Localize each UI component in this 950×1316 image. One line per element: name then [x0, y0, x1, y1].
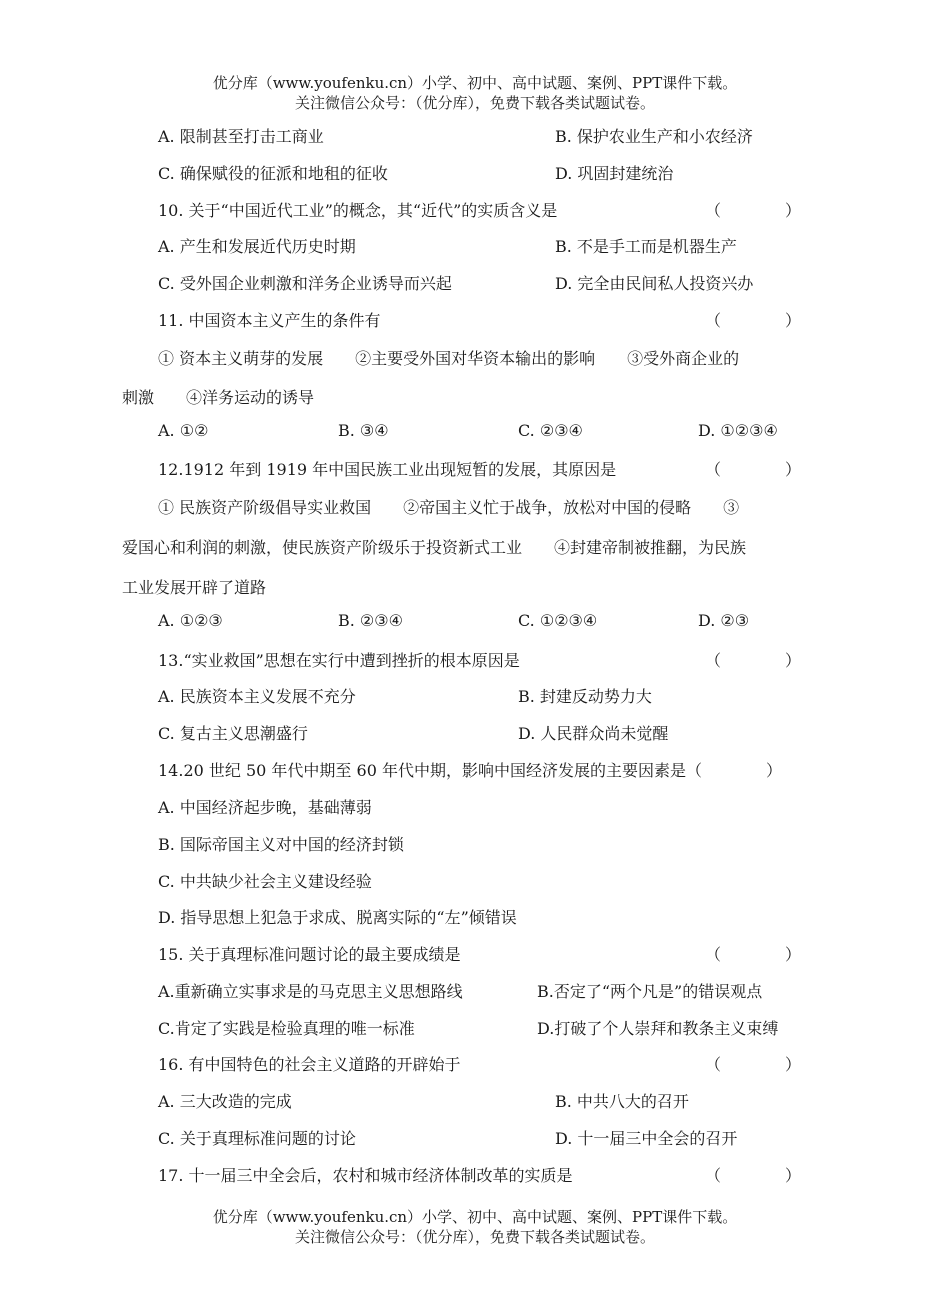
header-line-2: 关注微信公众号：（优分库），免费下载各类试题试卷。	[294, 94, 655, 112]
q15-option-d: D.打破了个人崇拜和教条主义束缚	[537, 1019, 779, 1038]
q12-option-d: D. ②③	[698, 611, 750, 630]
footer-line-1: 优分库（www.youfenku.cn）小学、初中、高中试题、案例、PPT课件下载。	[212, 1208, 738, 1226]
q11-option-b: B. ③④	[338, 421, 389, 440]
q15-option-c: C.肯定了实践是检验真理的唯一标准	[158, 1019, 415, 1038]
q13-stem: 13.“实业救国”思想在实行中遭到挫折的根本原因是	[158, 651, 520, 670]
q13-option-a: A. 民族资本主义发展不充分	[158, 687, 356, 706]
q10-option-d: D. 完全由民间私人投资兴办	[555, 274, 754, 293]
q12-stem: 12.1912 年到 1919 年中国民族工业出现短暂的发展，其原因是	[158, 460, 617, 479]
q9-option-d: D. 巩固封建统治	[555, 164, 674, 183]
q11-stem: 11. 中国资本主义产生的条件有	[158, 311, 381, 330]
q10-option-b: B. 不是手工而是机器生产	[555, 237, 737, 256]
q16-option-c: C. 关于真理标准问题的讨论	[158, 1129, 356, 1148]
q12-option-c: C. ①②③④	[518, 611, 598, 630]
q11-statements-line-2: 刺激 ④洋务运动的诱导	[122, 388, 315, 407]
q11-answer-paren: （ ）	[705, 311, 802, 330]
q11-option-c: C. ②③④	[518, 421, 583, 440]
q12-statements-line-2: 爱国心和利润的刺激，使民族资产阶级乐于投资新式工业 ④封建帝制被推翻，为民族	[122, 538, 747, 557]
q12-answer-paren: （ ）	[705, 460, 802, 479]
q15-option-a: A.重新确立实事求是的马克思主义思想路线	[158, 982, 463, 1001]
q16-option-d: D. 十一届三中全会的召开	[555, 1129, 738, 1148]
q13-option-b: B. 封建反动势力大	[518, 687, 652, 706]
q14-option-c: C. 中共缺少社会主义建设经验	[158, 872, 372, 891]
q13-answer-paren: （ ）	[705, 651, 802, 670]
q10-option-c: C. 受外国企业刺激和洋务企业诱导而兴起	[158, 274, 452, 293]
q13-option-c: C. 复古主义思潮盛行	[158, 724, 308, 743]
footer-line-2: 关注微信公众号：（优分库），免费下载各类试题试卷。	[294, 1228, 655, 1246]
q9-option-c: C. 确保赋役的征派和地租的征收	[158, 164, 388, 183]
q11-option-a: A. ①②	[158, 421, 209, 440]
q15-option-b: B.否定了“两个凡是”的错误观点	[537, 982, 763, 1001]
q11-statements-line-1: ① 资本主义萌芽的发展 ②主要受外国对华资本输出的影响 ③受外商企业的	[158, 349, 740, 368]
q16-answer-paren: （ ）	[705, 1055, 802, 1074]
q14-stem: 14.20 世纪 50 年代中期至 60 年代中期，影响中国经济发展的主要因素是（ ）	[158, 761, 782, 780]
q15-answer-paren: （ ）	[705, 945, 802, 964]
q12-option-b: B. ②③④	[338, 611, 403, 630]
header-line-1: 优分库（www.youfenku.cn）小学、初中、高中试题、案例、PPT课件下载。	[212, 74, 738, 92]
q14-option-d: D. 指导思想上犯急于求成、脱离实际的“左”倾错误	[158, 908, 517, 927]
q9-option-a: A. 限制甚至打击工商业	[158, 127, 324, 146]
q11-option-d: D. ①②③④	[698, 421, 778, 440]
q12-statements-line-1: ① 民族资产阶级倡导实业救国 ②帝国主义忙于战争，放松对中国的侵略 ③	[158, 498, 740, 517]
q16-stem: 16. 有中国特色的社会主义道路的开辟始于	[158, 1055, 461, 1074]
q15-stem: 15. 关于真理标准问题讨论的最主要成绩是	[158, 945, 461, 964]
q17-stem: 17. 十一届三中全会后，农村和城市经济体制改革的实质是	[158, 1166, 573, 1185]
q17-answer-paren: （ ）	[705, 1166, 802, 1185]
q13-option-d: D. 人民群众尚未觉醒	[518, 724, 669, 743]
q16-option-b: B. 中共八大的召开	[555, 1092, 689, 1111]
q14-option-b: B. 国际帝国主义对中国的经济封锁	[158, 835, 404, 854]
q12-option-a: A. ①②③	[158, 611, 223, 630]
q14-option-a: A. 中国经济起步晚，基础薄弱	[158, 798, 372, 817]
q16-option-a: A. 三大改造的完成	[158, 1092, 292, 1111]
q10-stem: 10. 关于“中国近代工业”的概念，其“近代”的实质含义是	[158, 201, 558, 220]
q10-option-a: A. 产生和发展近代历史时期	[158, 237, 356, 256]
q12-statements-line-3: 工业发展开辟了道路	[122, 578, 267, 597]
q9-option-b: B. 保护农业生产和小农经济	[555, 127, 753, 146]
q10-answer-paren: （ ）	[705, 201, 802, 220]
